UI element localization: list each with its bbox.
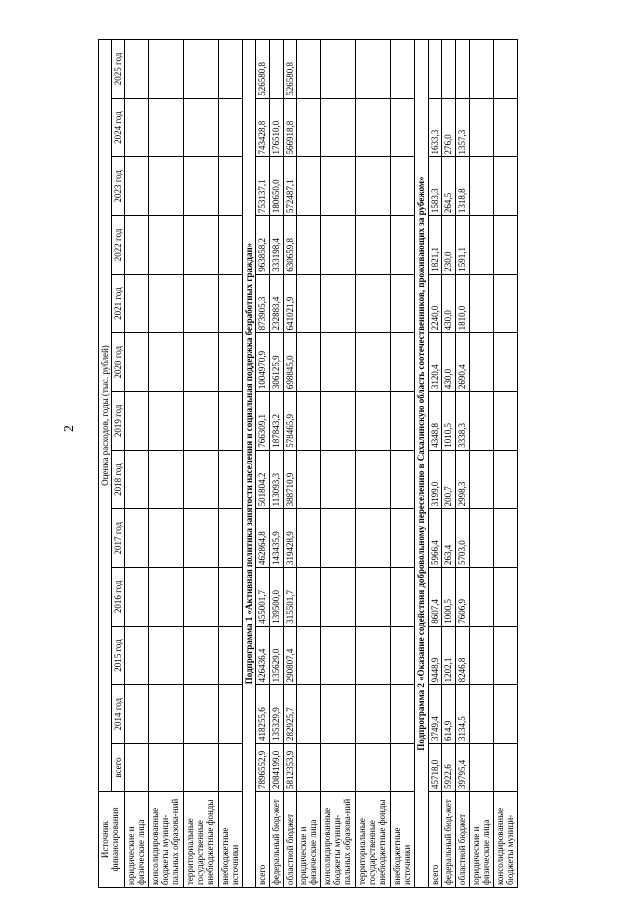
row-year-value: 641021,9 (283, 274, 297, 333)
row-year-value (125, 392, 149, 451)
row-year-value (297, 509, 321, 568)
row-year-value: 5966,4 (428, 509, 442, 568)
row-year-value: 753137,1 (256, 157, 270, 216)
row-year-value (356, 157, 391, 216)
row-year-value: 143435,9 (269, 509, 283, 568)
table-row (356, 40, 391, 888)
row-year-value: 526580,8 (283, 40, 297, 99)
row-year-value (469, 274, 493, 333)
row-year-value (356, 685, 391, 744)
row-year-value (149, 98, 184, 157)
row-year-value (356, 216, 391, 275)
row-year-value: 630659,8 (283, 216, 297, 275)
header-group-title: Оценка расходов, годы (тыс. рублей) (99, 40, 112, 792)
row-year-value (297, 274, 321, 333)
row-year-value: 2690,4 (455, 333, 469, 392)
row-year-value (442, 40, 456, 99)
header-year: 2022 год (112, 216, 125, 275)
row-year-value (125, 333, 149, 392)
table-row (455, 40, 469, 888)
row-year-value: 1318,8 (455, 157, 469, 216)
row-year-value (125, 626, 149, 685)
header-total: всего (112, 744, 125, 792)
row-year-value (390, 98, 414, 157)
row-year-value (183, 685, 218, 744)
row-year-value (356, 568, 391, 627)
row-source-label: внебюджетные источники (390, 792, 414, 888)
row-year-value: 264,5 (442, 157, 456, 216)
row-year-value (321, 216, 356, 275)
row-year-value (356, 450, 391, 509)
row-year-value: 566918,8 (283, 98, 297, 157)
subprogram-title-row (242, 40, 256, 888)
row-year-value: 200,7 (442, 450, 456, 509)
row-year-value (125, 216, 149, 275)
row-year-value (356, 626, 391, 685)
row-year-value: 3199,0 (428, 450, 442, 509)
row-year-value (469, 40, 493, 99)
row-year-value (218, 333, 242, 392)
row-year-value: 187843,2 (269, 392, 283, 451)
row-year-value: 7606,9 (455, 568, 469, 627)
table-row (442, 40, 456, 888)
subprogram-title: Подпрограмма 1 «Активная политика занятости населения и социальная поддержка безработных граждан» (242, 40, 256, 888)
row-year-value (149, 40, 184, 99)
row-year-value: 180650,0 (269, 157, 283, 216)
row-source-label: юридические и физические лица (297, 792, 321, 888)
row-year-value (469, 157, 493, 216)
row-year-value (125, 157, 149, 216)
row-total: 2084199,0 (269, 744, 283, 792)
row-year-value (149, 685, 184, 744)
row-year-value (149, 392, 184, 451)
row-year-value: 430,0 (442, 274, 456, 333)
row-year-value (390, 392, 414, 451)
row-year-value (125, 568, 149, 627)
row-year-value (149, 333, 184, 392)
row-year-value (321, 333, 356, 392)
row-total: 5922,6 (442, 744, 456, 792)
row-year-value: 614,9 (442, 685, 456, 744)
row-total (183, 744, 218, 792)
row-year-value: 3338,3 (455, 392, 469, 451)
row-total (390, 744, 414, 792)
header-year: 2020 год (112, 333, 125, 392)
row-year-value (149, 450, 184, 509)
row-year-value: 418255,6 (256, 685, 270, 744)
row-year-value (493, 392, 517, 451)
row-year-value (493, 509, 517, 568)
table-row (218, 40, 242, 888)
row-year-value (469, 333, 493, 392)
row-year-value (493, 333, 517, 392)
row-year-value (183, 274, 218, 333)
row-year-value (390, 685, 414, 744)
row-year-value (390, 157, 414, 216)
row-year-value: 5703,0 (455, 509, 469, 568)
row-year-value (125, 274, 149, 333)
header-year: 2014 год (112, 685, 125, 744)
row-year-value (218, 509, 242, 568)
row-year-value (183, 392, 218, 451)
row-year-value: 1821,1 (428, 216, 442, 275)
row-year-value (218, 626, 242, 685)
row-year-value (297, 450, 321, 509)
header-year: 2024 год (112, 98, 125, 157)
row-year-value: 572487,1 (283, 157, 297, 216)
row-year-value: 230,0 (442, 216, 456, 275)
row-year-value: 1583,3 (428, 157, 442, 216)
row-year-value (149, 157, 184, 216)
row-total (493, 744, 517, 792)
row-year-value: 1202,1 (442, 626, 456, 685)
row-year-value (390, 216, 414, 275)
row-year-value (493, 98, 517, 157)
row-total (149, 744, 184, 792)
row-source-label: юридические и физические лица (469, 792, 493, 888)
row-year-value (321, 40, 356, 99)
row-year-value: 766309,1 (256, 392, 270, 451)
row-year-value (183, 40, 218, 99)
header-year: 2018 год (112, 450, 125, 509)
row-year-value: 873905,3 (256, 274, 270, 333)
row-year-value: 1591,1 (455, 216, 469, 275)
table-row (390, 40, 414, 888)
row-year-value: 290807,4 (283, 626, 297, 685)
row-total (356, 744, 391, 792)
row-year-value (125, 40, 149, 99)
row-year-value (218, 157, 242, 216)
row-year-value: 139500,0 (269, 568, 283, 627)
row-year-value: 333198,4 (269, 216, 283, 275)
row-year-value: 263,4 (442, 509, 456, 568)
row-year-value (469, 216, 493, 275)
row-year-value (149, 626, 184, 685)
row-year-value: 1810,0 (455, 274, 469, 333)
row-year-value: 3749,4 (428, 685, 442, 744)
row-year-value: 113093,3 (269, 450, 283, 509)
row-source-label: территориальные государственные внебюджетные фонды (183, 792, 218, 888)
row-total (125, 744, 149, 792)
row-year-value (183, 216, 218, 275)
row-year-value: 176510,0 (269, 98, 283, 157)
row-year-value (218, 392, 242, 451)
row-year-value (218, 216, 242, 275)
row-year-value (297, 685, 321, 744)
row-year-value (390, 274, 414, 333)
row-year-value: 1000,5 (442, 568, 456, 627)
row-year-value: 426436,4 (256, 626, 270, 685)
row-year-value (390, 626, 414, 685)
row-year-value: 698845,0 (283, 333, 297, 392)
header-source: Источник финансирования (99, 792, 125, 888)
row-year-value: 1357,3 (455, 98, 469, 157)
row-year-value (493, 685, 517, 744)
row-year-value (218, 568, 242, 627)
row-source-label: федеральный бюд-жет (442, 792, 456, 888)
row-year-value: 306125,9 (269, 333, 283, 392)
subprogram-title: Подпрограмма 2 «Оказание содействия добровольному переселению в Сахалинскую область соотечественников, проживающих за рубежом» (414, 40, 428, 888)
row-year-value: 282925,7 (283, 685, 297, 744)
row-year-value (321, 685, 356, 744)
row-year-value (149, 568, 184, 627)
row-year-value (149, 509, 184, 568)
row-year-value (455, 40, 469, 99)
row-year-value (493, 216, 517, 275)
row-year-value (297, 157, 321, 216)
row-year-value (218, 40, 242, 99)
row-year-value (469, 509, 493, 568)
row-total (469, 744, 493, 792)
header-year: 2015 год (112, 626, 125, 685)
row-year-value (183, 509, 218, 568)
row-year-value (493, 40, 517, 99)
row-source-label: областной бюджет (455, 792, 469, 888)
row-total: 7896552,9 (256, 744, 270, 792)
row-year-value (390, 333, 414, 392)
row-year-value: 1004970,9 (256, 333, 270, 392)
row-source-label: федеральный бюд-жет (269, 792, 283, 888)
row-year-value (390, 509, 414, 568)
table-row (493, 40, 517, 888)
row-year-value (218, 450, 242, 509)
row-year-value: 315501,7 (283, 568, 297, 627)
row-year-value (493, 274, 517, 333)
row-total (297, 744, 321, 792)
row-source-label: всего (256, 792, 270, 888)
row-year-value (493, 157, 517, 216)
row-year-value (125, 98, 149, 157)
budget-table (98, 39, 518, 888)
row-source-label: территориальные государственные внебюджетные фонды (356, 792, 391, 888)
row-year-value: 9448,9 (428, 626, 442, 685)
header-year: 2019 год (112, 392, 125, 451)
row-year-value (297, 333, 321, 392)
row-year-value (493, 568, 517, 627)
row-year-value: 135329,9 (269, 685, 283, 744)
row-year-value (390, 40, 414, 99)
row-year-value: 4348,8 (428, 392, 442, 451)
row-total: 5812353,9 (283, 744, 297, 792)
table-row (283, 40, 297, 888)
row-total: 45718,0 (428, 744, 442, 792)
row-year-value: 578465,9 (283, 392, 297, 451)
row-source-label: консолидированные бюджеты муници-пальных образова-ний (321, 792, 356, 888)
row-year-value: 1633,3 (428, 98, 442, 157)
row-year-value (297, 98, 321, 157)
row-year-value: 526580,8 (256, 40, 270, 99)
row-year-value: 2998,3 (455, 450, 469, 509)
row-year-value (356, 40, 391, 99)
row-year-value (321, 509, 356, 568)
row-year-value (356, 392, 391, 451)
row-year-value (356, 333, 391, 392)
row-year-value (297, 626, 321, 685)
row-year-value (297, 40, 321, 99)
row-year-value (356, 98, 391, 157)
header-year: 2016 год (112, 568, 125, 627)
row-year-value: 963858,2 (256, 216, 270, 275)
row-total (321, 744, 356, 792)
header-year: 2021 год (112, 274, 125, 333)
row-year-value (183, 333, 218, 392)
row-year-value (183, 157, 218, 216)
row-year-value (321, 98, 356, 157)
row-year-value (125, 450, 149, 509)
row-year-value: 455001,7 (256, 568, 270, 627)
header-year: 2023 год (112, 157, 125, 216)
row-year-value: 3134,5 (455, 685, 469, 744)
row-year-value (321, 157, 356, 216)
row-year-value: 462864,8 (256, 509, 270, 568)
row-year-value (356, 274, 391, 333)
table-row (269, 40, 283, 888)
row-source-label: юридические и физические лица (125, 792, 149, 888)
row-year-value (321, 392, 356, 451)
table-row (428, 40, 442, 888)
row-year-value (428, 40, 442, 99)
row-year-value (469, 685, 493, 744)
row-year-value: 276,0 (442, 98, 456, 157)
row-year-value (218, 274, 242, 333)
row-year-value (356, 509, 391, 568)
row-total: 39795,4 (455, 744, 469, 792)
row-year-value: 8246,8 (455, 626, 469, 685)
row-year-value: 1010,5 (442, 392, 456, 451)
subprogram-title-row (414, 40, 428, 888)
row-year-value (390, 450, 414, 509)
row-year-value (469, 626, 493, 685)
row-year-value (183, 626, 218, 685)
row-year-value: 388710,9 (283, 450, 297, 509)
row-year-value (321, 274, 356, 333)
header-year: 2017 год (112, 509, 125, 568)
row-year-value (125, 685, 149, 744)
row-year-value (218, 685, 242, 744)
header-year: 2025 год (112, 40, 125, 99)
row-year-value (321, 568, 356, 627)
rotated-table-container (98, 40, 518, 888)
row-year-value: 501804,2 (256, 450, 270, 509)
row-year-value (149, 274, 184, 333)
row-source-label: консолидированные бюджеты муници-пальных образова-ний (149, 792, 184, 888)
table-row (469, 40, 493, 888)
row-year-value (183, 98, 218, 157)
row-year-value: 8607,4 (428, 568, 442, 627)
row-year-value (321, 626, 356, 685)
row-year-value (469, 450, 493, 509)
row-year-value (125, 509, 149, 568)
row-source-label: областной бюджет (283, 792, 297, 888)
row-year-value: 319428,9 (283, 509, 297, 568)
table-row (297, 40, 321, 888)
row-year-value: 232883,4 (269, 274, 283, 333)
row-year-value: 430,0 (442, 333, 456, 392)
row-year-value (493, 626, 517, 685)
row-year-value (321, 450, 356, 509)
row-year-value (297, 392, 321, 451)
row-year-value (390, 568, 414, 627)
row-source-label: консолидированные бюджеты муници- (493, 792, 517, 888)
row-year-value (183, 568, 218, 627)
row-year-value (183, 450, 218, 509)
row-year-value (469, 568, 493, 627)
row-year-value: 3120,4 (428, 333, 442, 392)
row-year-value (493, 450, 517, 509)
row-year-value (218, 98, 242, 157)
table-row (183, 40, 218, 888)
row-source-label: всего (428, 792, 442, 888)
page-number: 2 (62, 425, 77, 432)
row-source-label: внебюджетные источники (218, 792, 242, 888)
table-row (149, 40, 184, 888)
row-year-value: 743428,8 (256, 98, 270, 157)
table-row (125, 40, 149, 888)
row-year-value (297, 216, 321, 275)
row-year-value (469, 392, 493, 451)
row-total (218, 744, 242, 792)
row-year-value (297, 568, 321, 627)
row-year-value (269, 40, 283, 99)
row-year-value: 2240,0 (428, 274, 442, 333)
table-row (321, 40, 356, 888)
row-year-value: 135629,0 (269, 626, 283, 685)
table-row (256, 40, 270, 888)
row-year-value (149, 216, 184, 275)
row-year-value (469, 98, 493, 157)
